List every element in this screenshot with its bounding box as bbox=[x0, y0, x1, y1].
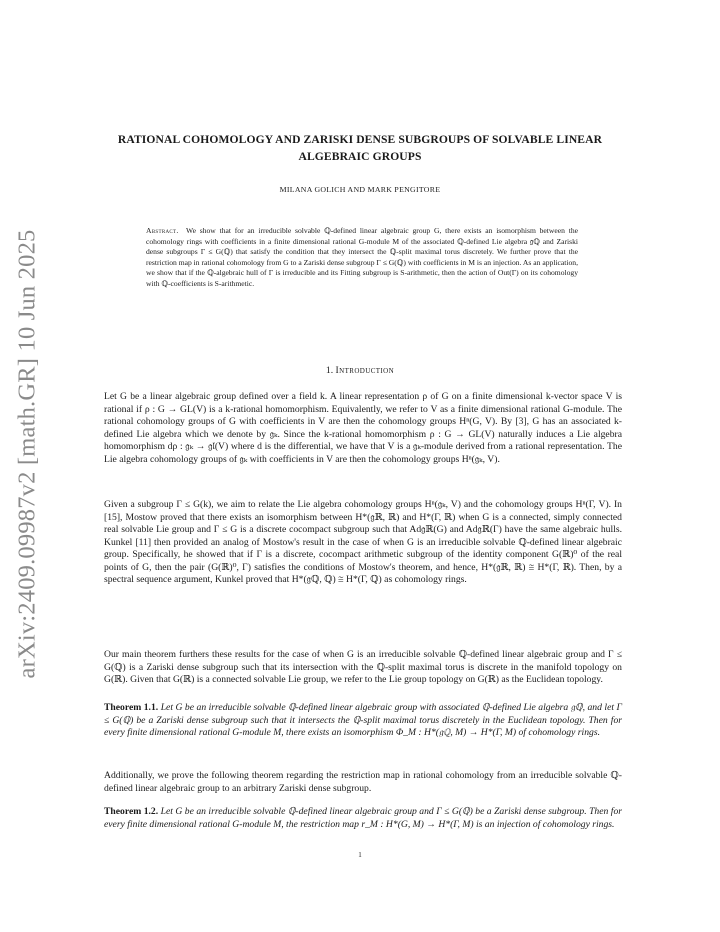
paper-title: RATIONAL COHOMOLOGY AND ZARISKI DENSE SUBGROUPS OF SOLVABLE LINEAR ALGEBRAIC GROUPS bbox=[117, 133, 603, 163]
paragraph-4: Additionally, we prove the following theorem regarding the restriction map in rational cohomology from an irreducible solvable ℚ-defined linear algebraic group to an arbitrary Zariski dense subgroup. bbox=[104, 770, 622, 794]
theorem-1-2-label: Theorem 1.2. bbox=[104, 806, 159, 817]
paper-authors: MILANA GOLICH AND MARK PENGITORE bbox=[279, 185, 441, 194]
theorem-1-2 bbox=[104, 806, 622, 831]
section-heading bbox=[100, 365, 620, 376]
paragraph-3: Our main theorem furthers these results for the case of when G is an irreducible solvable ℚ-defined linear algebraic group and Γ ≤ G(ℚ) is a Zariski dense subgroup such that its intersection with the ℚ-split maximal torus is discrete in the manifold topology on G(ℝ). Given that G(ℝ) is a connected solvable Lie group, we refer to the Lie group topology on G(ℝ) as the Euclidean topology. bbox=[104, 649, 622, 686]
paragraph-2: Given a subgroup Γ ≤ G(k), we aim to relate the Lie algebra cohomology groups Hⁿ(𝔤ₖ, V) and the cohomology groups Hⁿ(Γ, V). In [15], Mostow proved that there exists an isomorphism between H*(𝔤ℝ, ℝ) and H*(Γ, ℝ) when G is a connected, simply connected real solvable Lie group and Γ ≤ G is a discrete cocompact subgroup such that Ad𝔤ℝ(G) and Ad𝔤ℝ(Γ) have the same algebraic hulls. Kunkel [11] then provided an analog of Mostow's result in the case of when G is an irreducible solvable ℚ-defined linear algebraic group. Specifically, he showed that if Γ is a discrete, cocompact arithmetic subgroup of the identity component G(ℝ)⁰ of the real points of G, then the pair (G(ℝ)⁰, Γ) satisfies the conditions of Mostow's theorem, and hence, H*(𝔤ℝ, ℝ) ≅ H*(Γ, ℝ). Then, by a spectral sequence argument, Kunkel proved that H*(𝔤ℚ, ℚ) ≅ H*(Γ, ℚ) as cohomology rings. bbox=[104, 499, 622, 586]
theorem-1-1 bbox=[104, 702, 622, 740]
arxiv-identifier bbox=[4, 229, 50, 679]
abstract bbox=[146, 226, 578, 290]
abstract-label: Abstract. bbox=[146, 226, 179, 235]
theorem-1-1-text: Let G be an irreducible solvable ℚ-defined linear algebraic group with associated ℚ-defined Lie algebra 𝔤ℚ, and let Γ ≤ G(ℚ) be a Zariski dense subgroup such that it intersects the ℚ-split maximal torus discretely in the Euclidean topology. Then for every finite dimensional rational G-module M, there exists an isomorphism Φ_M : H*(𝔤ℚ, M) → H*(Γ, M) of cohomology rings. bbox=[104, 702, 623, 739]
abstract-text: We show that for an irreducible solvable ℚ-defined linear algebraic group G, there exists an isomorphism between the cohomology rings with coefficients in a finite dimensional rational G-module M of the associated ℚ-defined Lie algebra 𝔤ℚ and Zariski dense subgroups Γ ≤ G(ℚ) that satisfy the condition that they intersect the ℚ-split maximal torus discretely. We further prove that the restriction map in rational cohomology from G to a Zariski dense subgroup Γ ≤ G(ℚ) with coefficients in M is an injection. As an application, we show that if the ℚ-algebraic hull of Γ is irreducible and its Fitting subgroup is S-arithmetic, then the action of Out(Γ) on its cohomology with ℚ-coefficients is S-arithmetic. bbox=[146, 226, 578, 288]
paragraph-1: Let G be a linear algebraic group defined over a field k. A linear representation ρ of G on a finite dimensional k-vector space V is rational if ρ : G → GL(V) is a k-rational homomorphism. Equivalently, we refer to V as a finite dimensional rational G-module. The rational cohomology groups of G with coefficients in V are then the cohomology groups Hⁿ(G, V). By [3], G has an associated k-defined Lie algebra which we denote by 𝔤ₖ. Since the k-rational homomorphism ρ : G → GL(V) naturally induces a Lie algebra homomorphism dρ : 𝔤ₖ → 𝔤𝔩(V) where d is the differential, we have that V is a 𝔤ₖ-module derived from a rational representation. The Lie algebra cohomology groups of 𝔤ₖ with coefficients in V are then the cohomology groups Hⁿ(𝔤ₖ, V). bbox=[104, 391, 622, 465]
theorem-1-1-label: Theorem 1.1. bbox=[104, 702, 159, 713]
page-number: 1 bbox=[358, 851, 362, 859]
arxiv-identifier-text: arXiv:2409.09987v2 [math.GR] 10 Jun 2025 bbox=[13, 229, 40, 679]
section-number: 1. bbox=[325, 365, 334, 376]
section-title: Introduction bbox=[335, 365, 395, 376]
theorem-1-2-text: Let G be an irreducible solvable ℚ-defined linear algebraic group and Γ ≤ G(ℚ) be a Zariski dense subgroup. Then for every finite dimensional rational G-module M, the restriction map r_M : H*(G, M) → H*(Γ, M) is an injection of cohomology rings. bbox=[104, 806, 623, 830]
